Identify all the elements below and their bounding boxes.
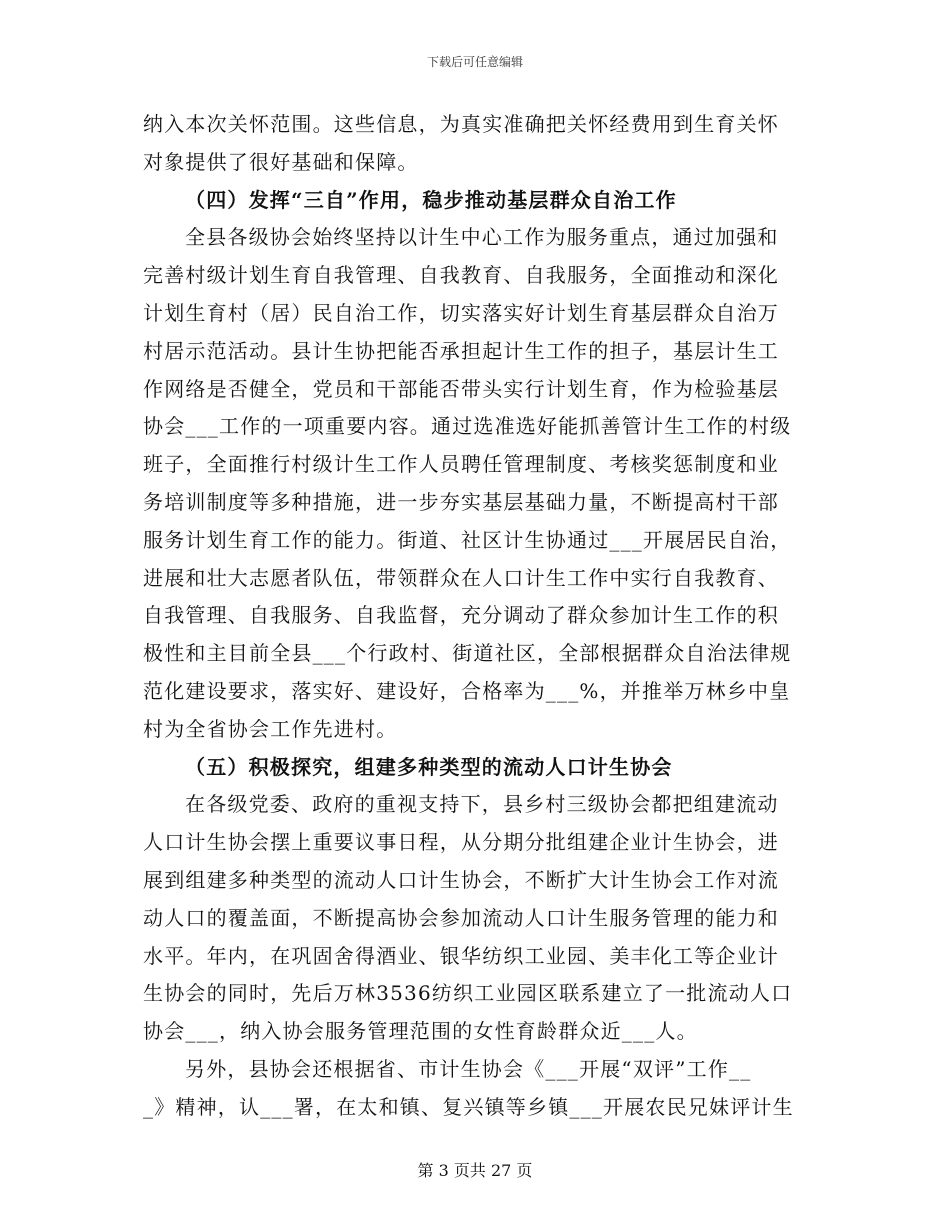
paragraph-line: 班子，全面推行村级计生工作人员聘任管理制度、考核奖惩制度和业 bbox=[143, 452, 779, 477]
paragraph-line: 服务计划生育工作的能力。街道、社区计生协通过___开展居民自治， bbox=[143, 527, 792, 552]
paragraph-line: 生协会的同时，先后万林3536纺织工业园区联系建立了一批流动人口 bbox=[143, 981, 793, 1006]
paragraph-line: 全县各级协会始终坚持以计生中心工作为服务重点，通过加强和 bbox=[185, 225, 779, 250]
paragraph-line: 展到组建多种类型的流动人口计生协会，不断扩大计生协会工作对流 bbox=[143, 867, 779, 892]
section-heading: （五）积极探究，组建多种类型的流动人口计生协会 bbox=[185, 754, 673, 779]
paragraph-line: 务培训制度等多种措施，进一步夯实基层基础力量，不断提高村干部 bbox=[143, 489, 779, 514]
paragraph-line: 动人口的覆盖面，不断提高协会参加流动人口计生服务管理的能力和 bbox=[143, 905, 779, 930]
page-header: 下载后可任意编辑 bbox=[426, 55, 523, 69]
paragraph-line: 村为全省协会工作先进村。 bbox=[143, 716, 398, 741]
page-footer: 第 3 页共 27 页 bbox=[417, 1161, 533, 1180]
paragraph-line: 纳入本次关怀范围。这些信息，为真实准确把关怀经费用到生育关怀 bbox=[143, 112, 779, 136]
paragraph-line: 另外，县协会还根据省、市计生协会《___开展“双评”工作__ bbox=[185, 1056, 752, 1081]
paragraph-line: 人口计生协会摆上重要议事日程，从分期分批组建企业计生协会，进 bbox=[143, 830, 779, 855]
section-heading: （四）发挥“三自”作用，稳步推动基层群众自治工作 bbox=[185, 187, 677, 212]
paragraph-line: 自我管理、自我服务、自我监督，充分调动了群众参加计生工作的积 bbox=[143, 603, 779, 628]
paragraph-line: 在各级党委、政府的重视支持下，县乡村三级协会都把组建流动 bbox=[185, 792, 779, 817]
paragraph-line: 村居示范活动。县计生协把能否承担起计生工作的担子，基层计生工 bbox=[143, 338, 779, 363]
paragraph-line: 极性和主目前全县___个行政村、街道社区，全部根据群众自治法律规 bbox=[143, 641, 792, 666]
paragraph-line: 范化建设要求，落实好、建设好，合格率为___%，并推举万林乡中皇 bbox=[143, 678, 791, 703]
paragraph-line: _》精神，认___署，在太和镇、复兴镇等乡镇___开展农民兄妹评计生 bbox=[143, 1094, 794, 1119]
paragraph-line: 作网络是否健全，党员和干部能否带头实行计划生育，作为检验基层 bbox=[143, 376, 779, 401]
paragraph-line: 完善村级计划生育自我管理、自我教育、自我服务，全面推动和深化 bbox=[143, 263, 779, 288]
document-body bbox=[143, 106, 808, 1127]
paragraph-line: 协会___工作的一项重要内容。通过选准选好能抓善管计生工作的村级 bbox=[143, 414, 792, 439]
paragraph-line: 计划生育村（居）民自治工作，切实落实好计划生育基层群众自治万 bbox=[143, 300, 779, 325]
paragraph-line: 对象提供了很好基础和保障。 bbox=[143, 149, 419, 174]
paragraph-line: 进展和壮大志愿者队伍，带领群众在人口计生工作中实行自我教育、 bbox=[143, 565, 779, 590]
paragraph-line: 水平。年内，在巩固舍得酒业、银华纺织工业园、美丰化工等企业计 bbox=[143, 943, 779, 968]
paragraph-line: 协会___，纳入协会服务管理范围的女性育龄群众近___人。 bbox=[143, 1019, 698, 1044]
